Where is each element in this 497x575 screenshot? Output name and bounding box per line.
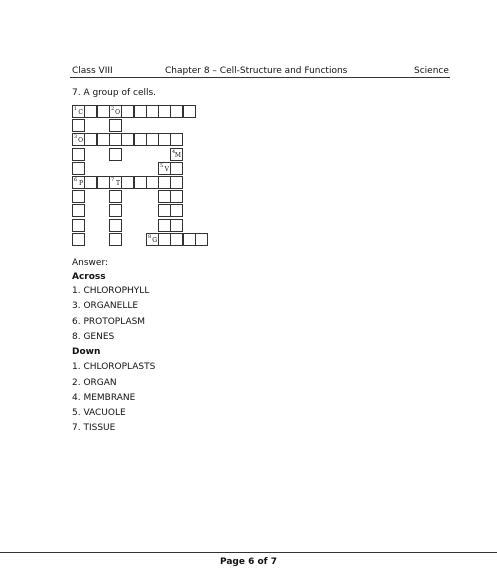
down-item: 4. MEMBRANE	[72, 393, 136, 403]
across-item: 3. ORGANELLE	[72, 301, 139, 311]
question-text: 7. A group of cells.	[72, 88, 157, 98]
crossword-cell	[183, 105, 196, 118]
clue-letter: O	[78, 137, 83, 144]
crossword-cell	[121, 133, 134, 146]
answer-label: Answer:	[72, 258, 109, 268]
crossword-cell	[109, 190, 122, 203]
across-item: 1. CHLOROPHYLL	[72, 286, 150, 296]
crossword-cell	[72, 162, 85, 175]
clue-number: 5	[160, 163, 164, 169]
crossword-cell	[195, 233, 208, 246]
crossword-cell	[109, 119, 122, 132]
crossword-cell	[121, 105, 134, 118]
page-number: Page 6 of 7	[220, 557, 277, 567]
clue-letter: G	[152, 237, 157, 244]
down-item: 2. ORGAN	[72, 378, 117, 388]
crossword-cell	[170, 219, 183, 232]
clue-number: 2	[111, 106, 115, 112]
clue-letter: V	[164, 166, 169, 173]
clue-number: 3	[74, 134, 78, 140]
crossword-cell	[109, 148, 122, 161]
crossword-cell	[72, 148, 85, 161]
crossword-cell	[170, 105, 183, 118]
header-divider	[70, 77, 450, 78]
clue-number: 1	[74, 106, 78, 112]
crossword-cell	[170, 176, 183, 189]
crossword-cell	[72, 219, 85, 232]
across-item: 6. PROTOPLASM	[72, 317, 146, 327]
clue-letter: O	[115, 109, 120, 116]
clue-letter: T	[115, 180, 120, 187]
clue-number: 7	[111, 177, 115, 183]
down-heading: Down	[72, 347, 101, 357]
crossword-cell	[170, 162, 183, 175]
crossword-cell	[72, 233, 85, 246]
clue-number: 6	[74, 177, 78, 183]
crossword-clue-cell-4	[170, 148, 183, 161]
crossword-cell	[84, 105, 97, 118]
footer-divider	[0, 552, 497, 553]
clue-letter: P	[78, 180, 83, 187]
crossword-cell	[72, 190, 85, 203]
clue-number: 8	[148, 234, 152, 240]
across-heading: Across	[72, 272, 106, 282]
clue-letter: C	[78, 109, 83, 116]
clue-number: 4	[172, 149, 176, 155]
crossword-cell	[109, 233, 122, 246]
crossword-cell	[72, 119, 85, 132]
crossword-cell	[109, 204, 122, 217]
crossword-cell	[170, 233, 183, 246]
clue-letter: M	[174, 152, 181, 159]
header-class: Class VIII	[72, 66, 113, 76]
crossword-cell	[170, 204, 183, 217]
crossword-cell	[84, 176, 97, 189]
crossword-cell	[84, 133, 97, 146]
crossword-cell	[170, 190, 183, 203]
crossword-cell	[170, 133, 183, 146]
across-item: 8. GENES	[72, 332, 115, 342]
down-item: 5. VACUOLE	[72, 408, 126, 418]
crossword-cell	[121, 176, 134, 189]
down-item: 7. TISSUE	[72, 423, 116, 433]
crossword-cell	[109, 219, 122, 232]
header-chapter: Chapter 8 – Cell-Structure and Functions	[165, 66, 348, 76]
header-subject: Science	[414, 66, 449, 76]
crossword-cell	[72, 204, 85, 217]
down-item: 1. CHLOROPLASTS	[72, 362, 156, 372]
